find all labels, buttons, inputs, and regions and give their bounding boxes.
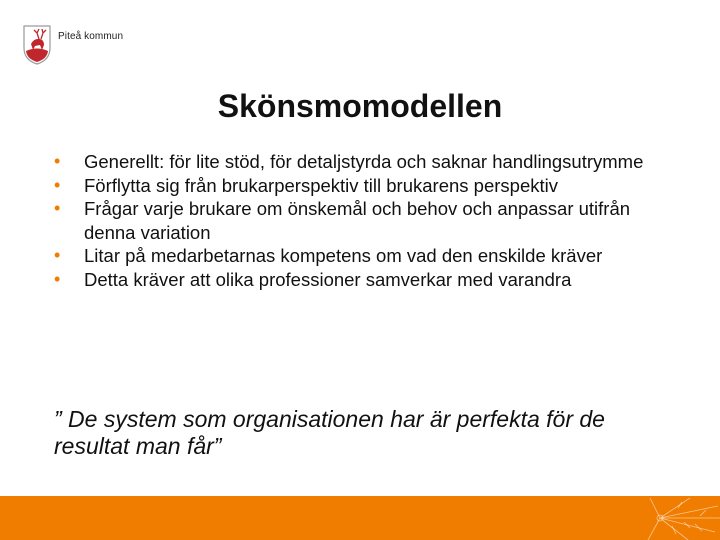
logo-text: Piteå kommun [58, 31, 124, 42]
bullet-dot-icon: • [54, 151, 61, 171]
bullet-dot-icon: • [54, 198, 61, 218]
quote-text: ” De system som organisationen har är perfekta för de resultat man får” [54, 406, 605, 459]
bullet-list [54, 150, 684, 291]
bullet-text: Generellt: för lite stöd, för detaljstyrda och saknar handlingsutrymme [84, 151, 644, 172]
bullet-item [54, 197, 684, 244]
bullet-dot-icon: • [54, 268, 61, 289]
slide-title: Skönsmomodellen [217, 88, 503, 124]
municipality-logo [22, 24, 123, 66]
bullet-dot-icon: • [54, 245, 61, 265]
bullet-text: Förflytta sig från brukarperspektiv till brukarens perspektiv [84, 174, 558, 196]
reindeer-shield-icon [22, 24, 52, 66]
bullet-dot-icon: • [54, 174, 61, 195]
bullet-item [54, 268, 684, 292]
bullet-text: Litar på medarbetarnas kompetens om vad den enskilde kräver [84, 245, 603, 266]
bullet-text: Detta kräver att olika professioner samverkar med varandra [84, 268, 572, 290]
bullet-item [54, 244, 684, 268]
bullet-text: Frågar varje brukare om önskemål och behov och anpassar utifrån denna variation [84, 198, 631, 243]
snowflake-pattern-icon [590, 496, 720, 540]
bullet-item [54, 174, 684, 198]
bullet-item [54, 150, 684, 174]
